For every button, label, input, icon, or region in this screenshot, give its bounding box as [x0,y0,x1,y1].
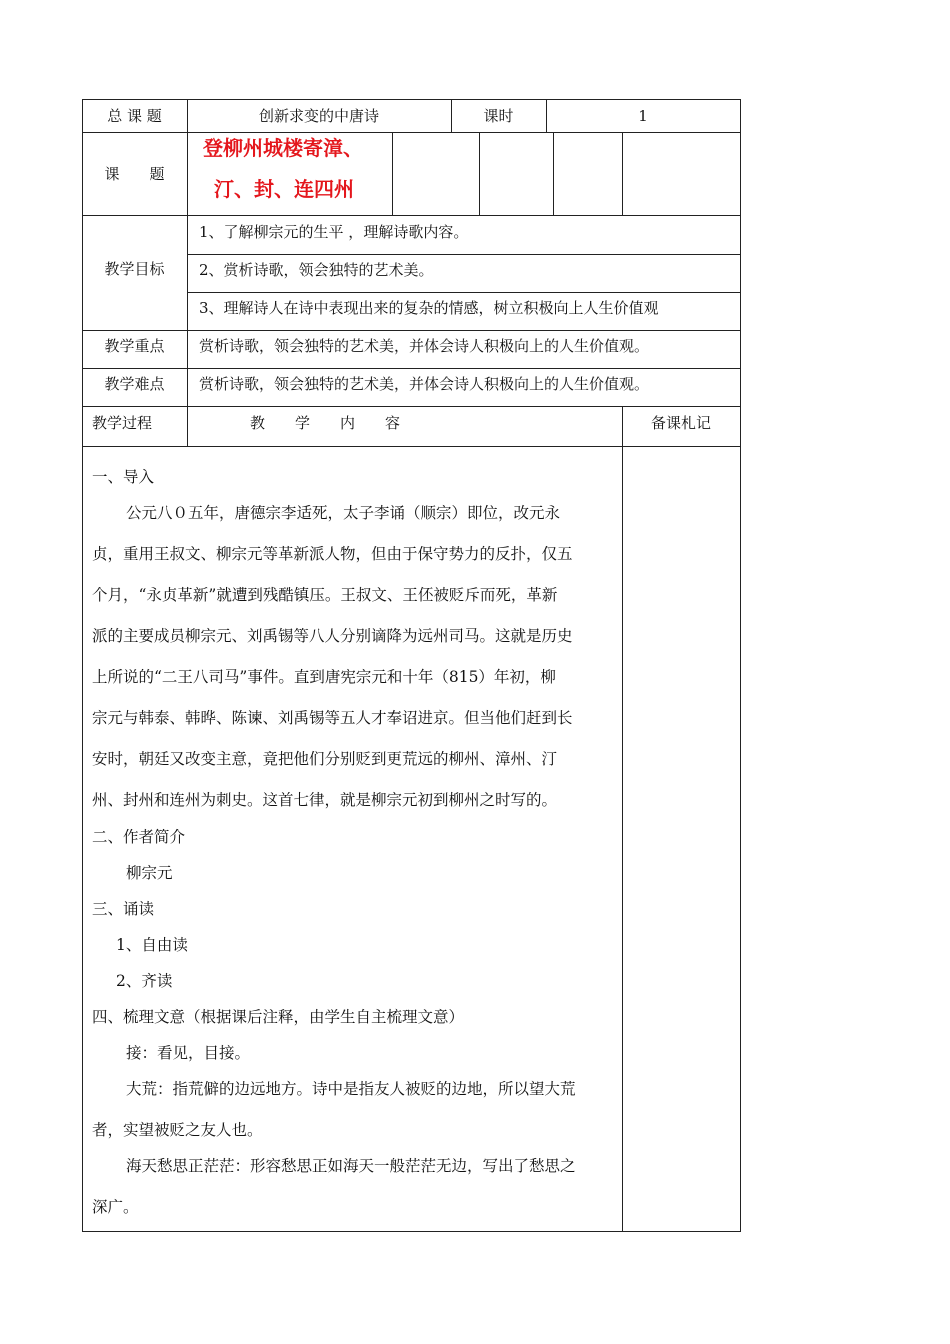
topic-label: 课 题 [104,165,165,183]
focus-label: 教学重点 [104,337,165,355]
difficulty-label: 教学难点 [104,375,165,393]
paragraph-line: 贞，重用王叔文、柳宗元等革新派人物，但由于保守势力的反扑，仅五 [92,545,573,563]
total-topic-value: 创新求变的中唐诗 [258,107,379,125]
rule [82,446,741,447]
rule [187,254,741,255]
goal-item: 3、理解诗人在诗中表现出来的复杂的情感，树立积极向上人生价值观 [199,299,659,317]
rule [392,132,393,216]
paragraph-line: 安时，朝廷又改变主意，竟把他们分别贬到更荒远的柳州、漳州、汀 [92,750,558,768]
total-topic-label: 总 课 题 [107,107,162,125]
annotation-line: 海天愁思正茫茫：形容愁思正如海天一般茫茫无边，写出了愁思之 [126,1157,576,1175]
annotation-line: 接：看见，目接。 [126,1044,251,1062]
rule [82,1231,741,1232]
rule [82,215,741,216]
list-item: 2、齐读 [116,972,173,990]
lesson-title-line1: 登柳州城楼寄漳、 [203,136,363,160]
section-title: 二、作者简介 [92,828,186,846]
author-name: 柳宗元 [126,864,173,882]
difficulty-text: 赏析诗歌，领会独特的艺术美，并体会诗人积极向上的人生价值观。 [199,375,650,393]
rule [479,132,480,216]
list-item: 1、自由读 [116,936,188,954]
lesson-title-line2: 汀、封、连四州 [214,177,354,201]
goals-label: 教学目标 [104,260,165,278]
section-title: 三、诵读 [92,900,155,918]
goal-item: 2、赏析诗歌，领会独特的艺术美。 [199,261,434,279]
rule [82,99,741,100]
process-label: 教学过程 [92,414,153,432]
rule [187,292,741,293]
paragraph-line: 个月，“永贞革新”就遭到残酷镇压。王叔文、王伾被贬斥而死，革新 [92,586,558,604]
goal-item: 1、了解柳宗元的生平 ，理解诗歌内容。 [199,223,469,241]
paragraph-line: 派的主要成员柳宗元、刘禹锡等八人分别谪降为远州司马。这就是历史 [92,627,573,645]
notes-label: 备课札记 [650,414,711,432]
rule [82,406,741,407]
rule [82,368,741,369]
paragraph-line: 上所说的“二王八司马”事件。直到唐宪宗元和十年（815）年初，柳 [92,668,556,686]
period-label: 课时 [483,107,514,125]
rule [553,132,554,216]
rule [82,330,741,331]
annotation-line: 者，实望被贬之友人也。 [92,1121,263,1139]
rule [622,132,623,216]
section-title: 一、导入 [92,468,155,486]
annotation-line: 深广。 [92,1198,139,1216]
paragraph-line: 州、封州和连州为刺史。这首七律，就是柳宗元初到柳州之时写的。 [92,791,558,809]
annotation-line: 大荒：指荒僻的边远地方。诗中是指友人被贬的边地，所以望大荒 [126,1080,576,1098]
paragraph-line: 公元八０五年，唐德宗李适死，太子李诵（顺宗）即位，改元永 [126,504,561,522]
rule [82,132,741,133]
rule [622,406,623,1232]
period-value: 1 [638,107,648,125]
rule [740,99,741,1232]
content-label: 教 学 内 容 [250,414,401,432]
paragraph-line: 宗元与韩泰、韩晔、陈谏、刘禹锡等五人才奉诏进京。但当他们赶到长 [92,709,573,727]
focus-text: 赏析诗歌，领会独特的艺术美，并体会诗人积极向上的人生价值观。 [199,337,650,355]
section-title: 四、梳理文意（根据课后注释，由学生自主梳理文意） [92,1008,465,1026]
rule [187,99,188,446]
